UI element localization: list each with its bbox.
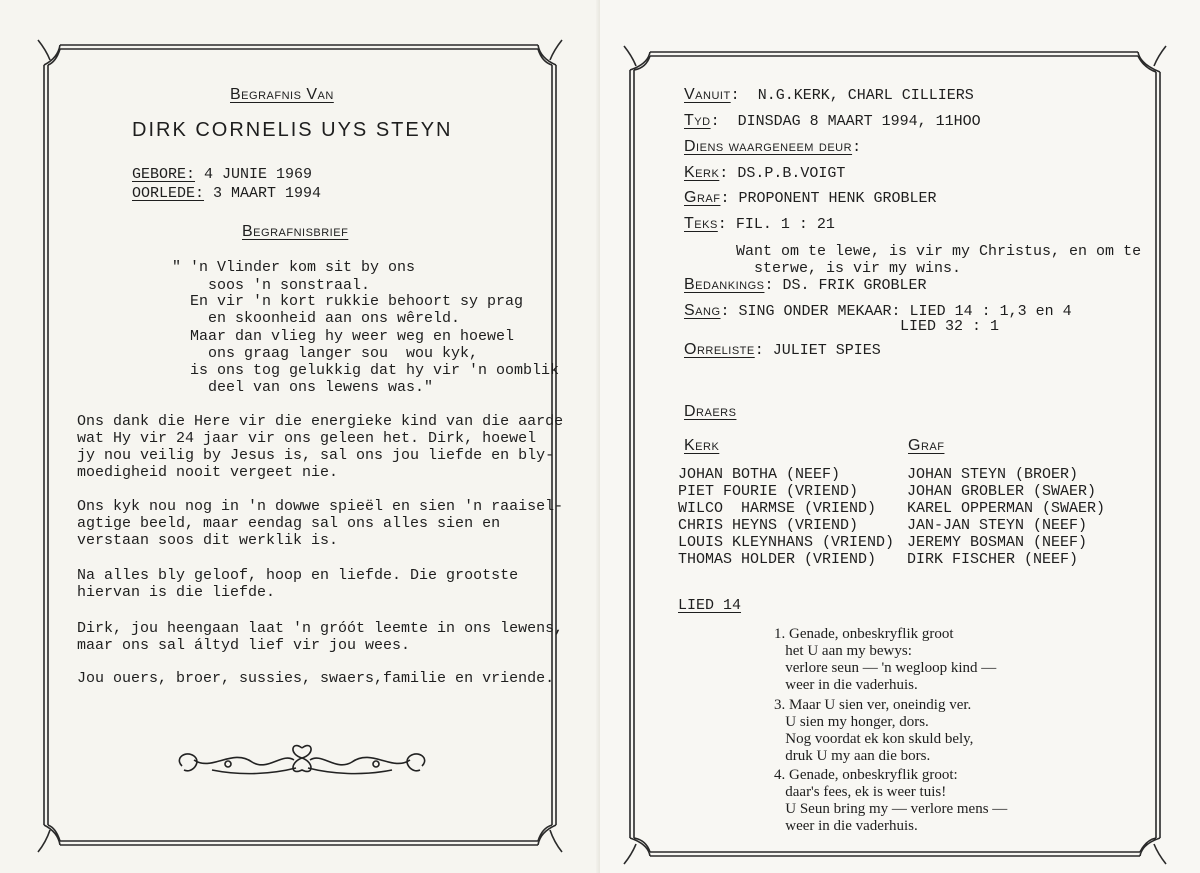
detail-sep: : xyxy=(730,87,740,104)
born-line xyxy=(132,166,312,184)
poem-line: soos 'n sonstraal. xyxy=(172,277,371,294)
hymn-line: daar's fees, ek is weer tuis! xyxy=(774,784,947,800)
paragraph-line: verstaan soos dit werklik is. xyxy=(77,532,339,549)
list-item: JAN-JAN STEYN (NEEF) xyxy=(907,517,1088,534)
detail-sep: : xyxy=(710,113,720,130)
detail-kerk xyxy=(684,164,845,183)
detail-label: Kerk xyxy=(684,164,720,181)
list-item: JEREMY BOSMAN (NEEF) xyxy=(907,534,1088,551)
list-item: JOHAN BOTHA (NEEF) xyxy=(678,466,841,483)
deceased-name: DIRK CORNELIS UYS STEYN xyxy=(132,119,453,141)
detail-sep: : xyxy=(754,342,764,359)
hymn-line: het U aan my bewys: xyxy=(774,643,912,659)
detail-value: PROPONENT HENK GROBLER xyxy=(729,190,937,207)
detail-sep: : xyxy=(720,303,730,320)
sang-second-line: LIED 32 : 1 xyxy=(900,318,1000,335)
poem-line: Maar dan vlieg hy weer weg en hoewel xyxy=(172,328,515,345)
paragraph-line: Ons kyk nou nog in 'n dowwe spieël en sien 'n raaisel- xyxy=(77,498,564,515)
verse-line: sterwe, is vir my wins. xyxy=(736,260,962,277)
paragraph-line: jy nou veilig by Jesus is, sal ons jou liefde en bly- xyxy=(77,447,555,464)
hymn-line: U sien my honger, dors. xyxy=(774,714,929,730)
detail-value: N.G.KERK, CHARL CILLIERS xyxy=(739,87,974,104)
hymn-line: druk U my aan die bors. xyxy=(774,748,931,764)
detail-vanuit xyxy=(684,86,974,105)
poem-line: En vir 'n kort rukkie behoort sy prag xyxy=(172,293,524,310)
kerk-bearers-heading: Kerk xyxy=(684,437,720,454)
paragraph-line: agtige beeld, maar eendag sal ons alles sien en xyxy=(77,515,501,532)
detail-label: Diens waargeneem deur xyxy=(684,138,853,155)
detail-sep: : xyxy=(764,277,774,294)
list-item: WILCO HARMSE (VRIEND) xyxy=(678,500,877,517)
detail-label: Tyd xyxy=(684,112,711,129)
hymn-line: 1. Genade, onbeskryflik groot xyxy=(774,626,954,642)
detail-sep: : xyxy=(720,190,730,207)
detail-label: Graf xyxy=(684,189,721,206)
list-item: DIRK FISCHER (NEEF) xyxy=(907,551,1079,568)
paragraph-line: wat Hy vir 24 jaar vir ons geleen het. Dirk, hoewel xyxy=(77,430,537,447)
right-page xyxy=(600,0,1200,873)
detail-sep: : xyxy=(719,165,729,182)
poem-line: " 'n Vlinder kom sit by ons xyxy=(172,259,416,276)
paragraph-line: maar ons sal áltyd lief vir jou wees. xyxy=(77,637,411,654)
hymn-line: U Seun bring my — verlore mens — xyxy=(774,801,1008,817)
detail-diens xyxy=(684,138,861,157)
detail-value: SING ONDER MEKAAR: LIED 14 : 1,3 en 4 xyxy=(729,303,1072,320)
detail-label: Bedankings xyxy=(684,276,765,293)
detail-tyd xyxy=(684,112,981,131)
list-item: JOHAN STEYN (BROER) xyxy=(907,466,1079,483)
hymn-line: verlore seun — 'n wegloop kind — xyxy=(774,660,997,676)
died-line xyxy=(132,185,321,203)
poem-line: ons graag langer sou wou kyk, xyxy=(172,345,479,362)
graf-bearers-heading: Graf xyxy=(908,437,945,454)
paragraph-line: Dirk, jou heengaan laat 'n gróót leemte in ons lewens, xyxy=(77,620,564,637)
poem-line: is ons tog gelukkig dat hy vir 'n oomblik xyxy=(172,362,560,379)
hymn-line: 4. Genade, onbeskryflik groot: xyxy=(774,767,958,783)
detail-label: Teks xyxy=(684,215,718,232)
letter-heading: Begrafnisbrief xyxy=(242,223,349,240)
scroll-ornament-icon xyxy=(172,740,432,784)
poem-line: deel van ons lewens was." xyxy=(172,379,434,396)
detail-teks xyxy=(684,215,835,234)
detail-label: Vanuit xyxy=(684,86,731,103)
born-label: GEBORE: xyxy=(132,166,196,183)
detail-sep: : xyxy=(717,216,727,233)
list-item: PIET FOURIE (VRIEND) xyxy=(678,483,859,500)
paragraph-line: hiervan is die liefde. xyxy=(77,584,276,601)
died-date: 3 MAART 1994 xyxy=(204,185,322,202)
died-label: OORLEDE: xyxy=(132,185,205,202)
detail-value: DS. FRIK GROBLER xyxy=(773,277,927,294)
detail-value: FIL. 1 : 21 xyxy=(726,216,835,233)
hymn-line: weer in die vaderhuis. xyxy=(774,818,918,834)
paragraph-line: Ons dank die Here vir die energieke kind van die aarde xyxy=(77,413,564,430)
detail-value: DINSDAG 8 MAART 1994, 11HOO xyxy=(719,113,981,130)
poem-line: en skoonheid aan ons wêreld. xyxy=(172,310,461,327)
paragraph-line: Jou ouers, broer, sussies, swaers,familie en vriende. xyxy=(77,670,555,687)
detail-graf xyxy=(684,189,937,208)
list-item: KAREL OPPERMAN (SWAER) xyxy=(907,500,1106,517)
funeral-heading: Begrafnis Van xyxy=(230,86,334,103)
detail-bedankings xyxy=(684,276,927,295)
paragraph-line: moedigheid nooit vergeet nie. xyxy=(77,464,339,481)
list-item: LOUIS KLEYNHANS (VRIEND) xyxy=(678,534,895,551)
bearers-heading: Draers xyxy=(684,403,737,420)
detail-sang xyxy=(684,302,1072,321)
detail-value: DS.P.B.VOIGT xyxy=(728,165,846,182)
detail-label: Sang xyxy=(684,302,721,319)
verse-line: Want om te lewe, is vir my Christus, en om te xyxy=(736,243,1142,260)
list-item: CHRIS HEYNS (VRIEND) xyxy=(678,517,859,534)
hymn-line: Nog voordat ek kon skuld bely, xyxy=(774,731,974,747)
born-date: 4 JUNIE 1969 xyxy=(195,166,313,183)
list-item: JOHAN GROBLER (SWAER) xyxy=(907,483,1097,500)
hymn-line: weer in die vaderhuis. xyxy=(774,677,918,693)
detail-orreliste xyxy=(684,341,881,360)
detail-sep: : xyxy=(852,139,862,156)
list-item: THOMAS HOLDER (VRIEND) xyxy=(678,551,877,568)
detail-label: Orreliste xyxy=(684,341,755,358)
hymn-title: LIED 14 xyxy=(678,597,742,614)
paragraph-line: Na alles bly geloof, hoop en liefde. Die grootste xyxy=(77,567,519,584)
detail-value: JULIET SPIES xyxy=(763,342,881,359)
hymn-line: 3. Maar U sien ver, oneindig ver. xyxy=(774,697,972,713)
